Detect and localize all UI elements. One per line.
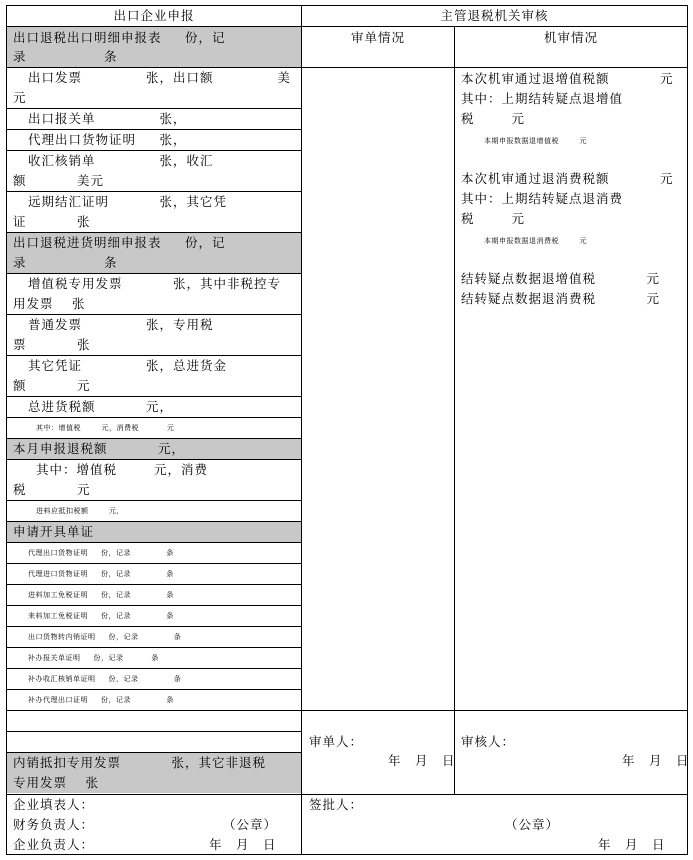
certificate-row: 代理进口货物证明 份，记录 条 — [28, 570, 174, 578]
enterprise-date: 年 月 日 — [209, 837, 277, 852]
agency-export-certificate: 代理出口货物证明 张， — [28, 132, 187, 147]
machine-vat-current: 本期申报数据退增值税 元 — [484, 137, 587, 145]
carryover-consumption-refund: 结转疑点数据退消费税 元 — [461, 291, 660, 306]
forward-settlement-cont: 证 张 — [13, 214, 91, 229]
certificate-row: 代理出口货物证明 份，记录 条 — [28, 549, 174, 557]
border-bottom — [6, 854, 688, 855]
domestic-deduction-invoices: 内销抵扣专用发票 张，其它非退税 — [13, 755, 266, 770]
divider-review — [454, 26, 455, 794]
carryover-vat-refund: 结转疑点数据退增值税 元 — [461, 271, 660, 286]
row-line — [6, 500, 301, 501]
section-purchase-detail-title-cont: 录 条 — [13, 255, 118, 270]
single-reviewer-label: 审单人： — [309, 734, 364, 749]
section-apply-certificates-title: 申请开具单证 — [13, 524, 95, 539]
authority-date: 年 月 日 — [598, 837, 666, 852]
machine-consumption-refund: 本次机审通过退消费税额 元 — [461, 171, 674, 186]
authority-seal: （公章） — [505, 817, 560, 832]
domestic-deduction-invoices-cont: 专用发票 张 — [13, 775, 99, 790]
section-purchase-detail-title: 出口退税进货明细申报表 份，记 — [13, 235, 226, 250]
refund-breakdown: 其中：增值税 元，消费 — [36, 462, 208, 477]
row-line — [6, 626, 301, 627]
vat-special-invoices-cont: 用发票 张 — [13, 296, 86, 311]
machine-vat-refund: 本次机审通过退增值税额 元 — [461, 71, 674, 86]
export-invoices: 出口发票 张，出口额 美 — [28, 70, 291, 85]
machine-consumption-current: 本期申报数据退消费税 元 — [484, 237, 587, 245]
row-line — [6, 668, 301, 669]
divider-main — [301, 5, 302, 854]
header-review-machine: 机审情况 — [543, 30, 598, 45]
row-line — [6, 584, 301, 585]
border-right — [687, 5, 688, 854]
row-line — [6, 731, 301, 732]
certificate-row: 出口货物转内销证明 份，记录 条 — [28, 633, 182, 641]
forward-settlement: 远期结汇证明 张，其它凭 — [28, 194, 227, 209]
machine-consumption-carryover: 其中：上期结转疑点退消费 — [461, 191, 624, 206]
border-left — [6, 5, 7, 854]
section-export-detail-title: 出口退税出口明细申报表 份，记 — [13, 30, 226, 45]
processing-deductible-tax: 进料应抵扣税额 元， — [36, 507, 124, 515]
other-vouchers-cont: 额 元 — [13, 378, 91, 393]
other-vouchers: 其它凭证 张，总进货金 — [28, 358, 227, 373]
header-tax-authority: 主管退税机关审核 — [440, 8, 549, 23]
machine-reviewer-label: 审核人： — [461, 734, 516, 749]
single-review-date: 年 月 日 — [388, 753, 456, 768]
customs-declarations: 出口报关单 张， — [28, 111, 187, 126]
enterprise-head-label: 企业负责人： — [13, 837, 95, 852]
certificate-row: 来料加工免税证明 份，记录 条 — [28, 612, 174, 620]
certificate-row: 进料加工免税证明 份，记录 条 — [28, 591, 174, 599]
section-export-detail-title-cont: 录 条 — [13, 49, 118, 64]
machine-review-date: 年 月 日 — [622, 753, 690, 768]
approver-label: 签批人： — [309, 797, 364, 812]
row-line — [6, 542, 301, 543]
row-line — [6, 689, 301, 690]
row-line — [6, 647, 301, 648]
certificate-row: 补办收汇核销单证明 份，记录 条 — [28, 675, 182, 683]
total-purchase-tax: 总进货税额 元， — [28, 399, 173, 414]
ordinary-invoices-cont: 票 张 — [13, 337, 91, 352]
certificate-row: 补办代理出口证明 份，记录 条 — [28, 696, 174, 704]
section-refund-amount-title: 本月申报退税额 元， — [13, 441, 185, 456]
header-review-single: 审单情况 — [350, 30, 405, 45]
finance-head-label: 财务负责人： — [13, 817, 95, 832]
line-sign-top — [6, 710, 688, 711]
enterprise-seal: （公章） — [223, 817, 278, 832]
certificate-row: 补办报关单证明 份，记录 条 — [28, 654, 159, 662]
vat-special-invoices: 增值税专用发票 张，其中非税控专 — [28, 276, 281, 291]
row-line — [6, 563, 301, 564]
total-purchase-tax-breakdown: 其中：增值税 元，消费税 元 — [36, 424, 175, 432]
forex-verification-cont: 额 美元 — [13, 173, 104, 188]
machine-consumption-carryover-cont: 税 元 — [461, 211, 525, 226]
row-line — [6, 417, 301, 418]
export-invoices-cont: 元 — [13, 90, 27, 105]
row-line — [6, 605, 301, 606]
forex-verification: 收汇核销单 张，收汇 — [28, 153, 214, 168]
machine-vat-carryover-cont: 税 元 — [461, 111, 525, 126]
form-filler-label: 企业填表人： — [13, 797, 95, 812]
machine-vat-carryover: 其中：上期结转疑点退增值 — [461, 91, 624, 106]
header-enterprise: 出口企业申报 — [113, 8, 195, 23]
line-header — [6, 26, 688, 27]
ordinary-invoices: 普通发票 张，专用税 — [28, 317, 214, 332]
refund-breakdown-cont: 税 元 — [13, 482, 91, 497]
